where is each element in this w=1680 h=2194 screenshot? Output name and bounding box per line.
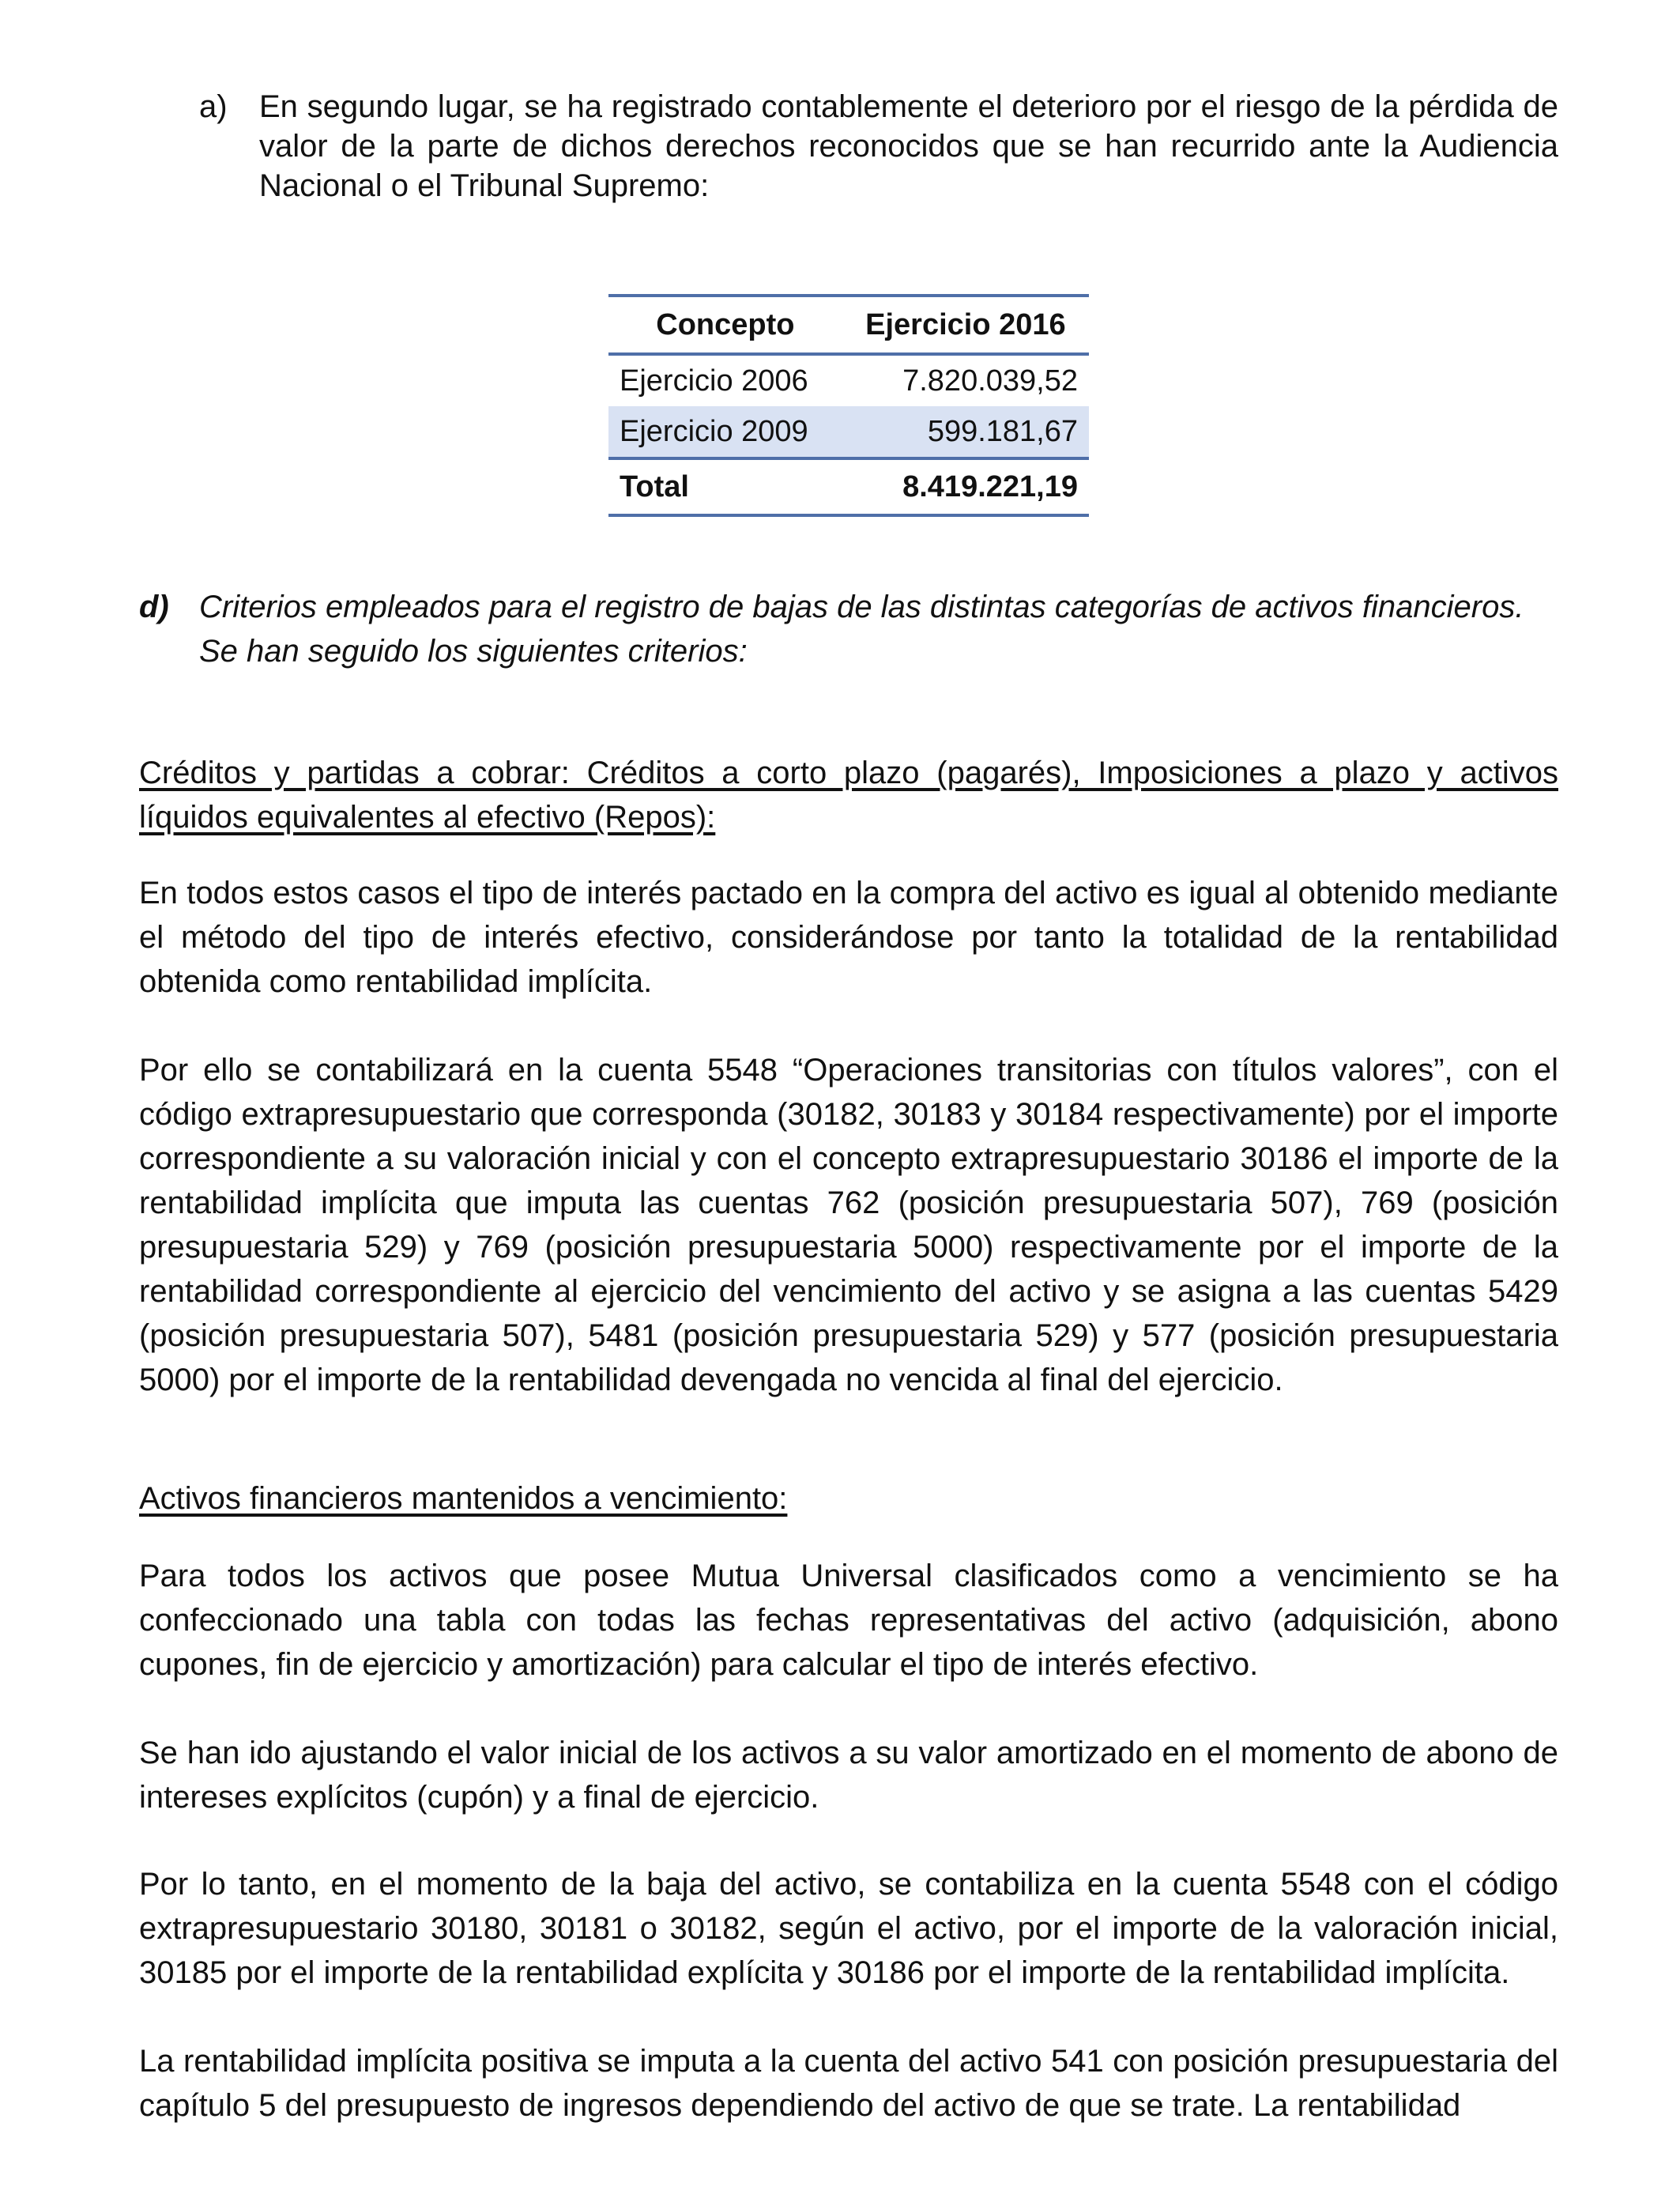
section-heading-creditos: Créditos y partidas a cobrar: Créditos a corto plazo (pagarés), Imposiciones a plazo y activos líquidos equivalentes al efectivo (Repos): — [139, 756, 1558, 835]
table-total-value: 8.419.221,19 — [842, 458, 1089, 515]
table-cell-value: 599.181,67 — [842, 406, 1089, 458]
impairment-table — [608, 294, 1089, 517]
paragraph: Por ello se contabilizará en la cuenta 5548 “Operaciones transitorias con títulos valores”, con el código extrapresupuestario que corresponda (30182, 30183 y 30184 respectivamente) por el importe correspondiente a su valoración inicial y con el concepto extrapresupuestario 30186 el importe de la rentabilidad implícita que imputa las cuentas 762 (posición presupuestaria 507), 769 (posición presupuestaria 529) y 769 (posición presupuestaria 5000) respectivamente por el importe de la rentabilidad correspondiente al ejercicio del vencimiento del activo y se asigna a las cuentas 5429 (posición presupuestaria 507), 5481 (posición presupuestaria 529) y 577 (posición presupuestaria 5000) por el importe de la rentabilidad devengada no vencida al final del ejercicio. — [139, 1053, 1558, 1397]
table-header-concepto: Concepto — [608, 296, 842, 354]
table-cell-concept: Ejercicio 2006 — [620, 364, 808, 398]
table-header-row — [608, 296, 1089, 354]
paragraph: En todos estos casos el tipo de interés pactado en la compra del activo es igual al obtenido mediante el método del tipo de interés efectivo, considerándose por tanto la totalidad de la rentabilidad obtenida como rentabilidad implícita. — [139, 876, 1558, 999]
section-heading-activos: Activos financieros mantenidos a vencimiento: — [139, 1481, 788, 1516]
paragraph: La rentabilidad implícita positiva se imputa a la cuenta del activo 541 con posición presupuestaria del capítulo 5 del presupuesto de ingresos dependiendo del activo de que se trate. La rentabilidad — [139, 2044, 1558, 2123]
table-row — [608, 354, 1089, 406]
table-total-label: Total — [608, 458, 842, 515]
paragraph: Para todos los activos que posee Mutua Universal clasificados como a vencimiento se ha confeccionado una tabla con todas las fechas representativas del activo (adquisición, abono cupones, fin de ejercicio y amortización) para calcular el tipo de interés efectivo. — [139, 1559, 1558, 1682]
table-cell-concept: Ejercicio 2009 — [608, 406, 842, 458]
list-marker-d: d) — [139, 590, 169, 624]
table-total-row — [608, 458, 1089, 515]
list-item-d-text: Criterios empleados para el registro de bajas de las distintas categorías de activos financieros. Se han seguido los siguientes criterios: — [199, 590, 1524, 669]
table-cell-value: 7.820.039,52 — [902, 364, 1078, 398]
table-row — [608, 406, 1089, 458]
table-header-ejercicio: Ejercicio 2016 — [842, 296, 1089, 354]
paragraph: Por lo tanto, en el momento de la baja del activo, se contabiliza en la cuenta 5548 con el código extrapresupuestario 30180, 30181 o 30182, según el activo, por el importe de la valoración inicial, 30185 por el importe de la rentabilidad explícita y 30186 por el importe de la rentabilidad implícita. — [139, 1867, 1558, 1990]
paragraph: Se han ido ajustando el valor inicial de los activos a su valor amortizado en el momento de abono de intereses explícitos (cupón) y a final de ejercicio. — [139, 1736, 1558, 1815]
list-marker-a: a) — [199, 89, 228, 124]
list-item-a — [199, 87, 1558, 205]
list-item-a-text: En segundo lugar, se ha registrado contablemente el deterioro por el riesgo de la pérdida de valor de la parte de dichos derechos reconocidos que se han recurrido ante la Audiencia Nacional o el Tribunal Supremo: — [259, 89, 1558, 203]
list-item-d — [139, 585, 1561, 673]
